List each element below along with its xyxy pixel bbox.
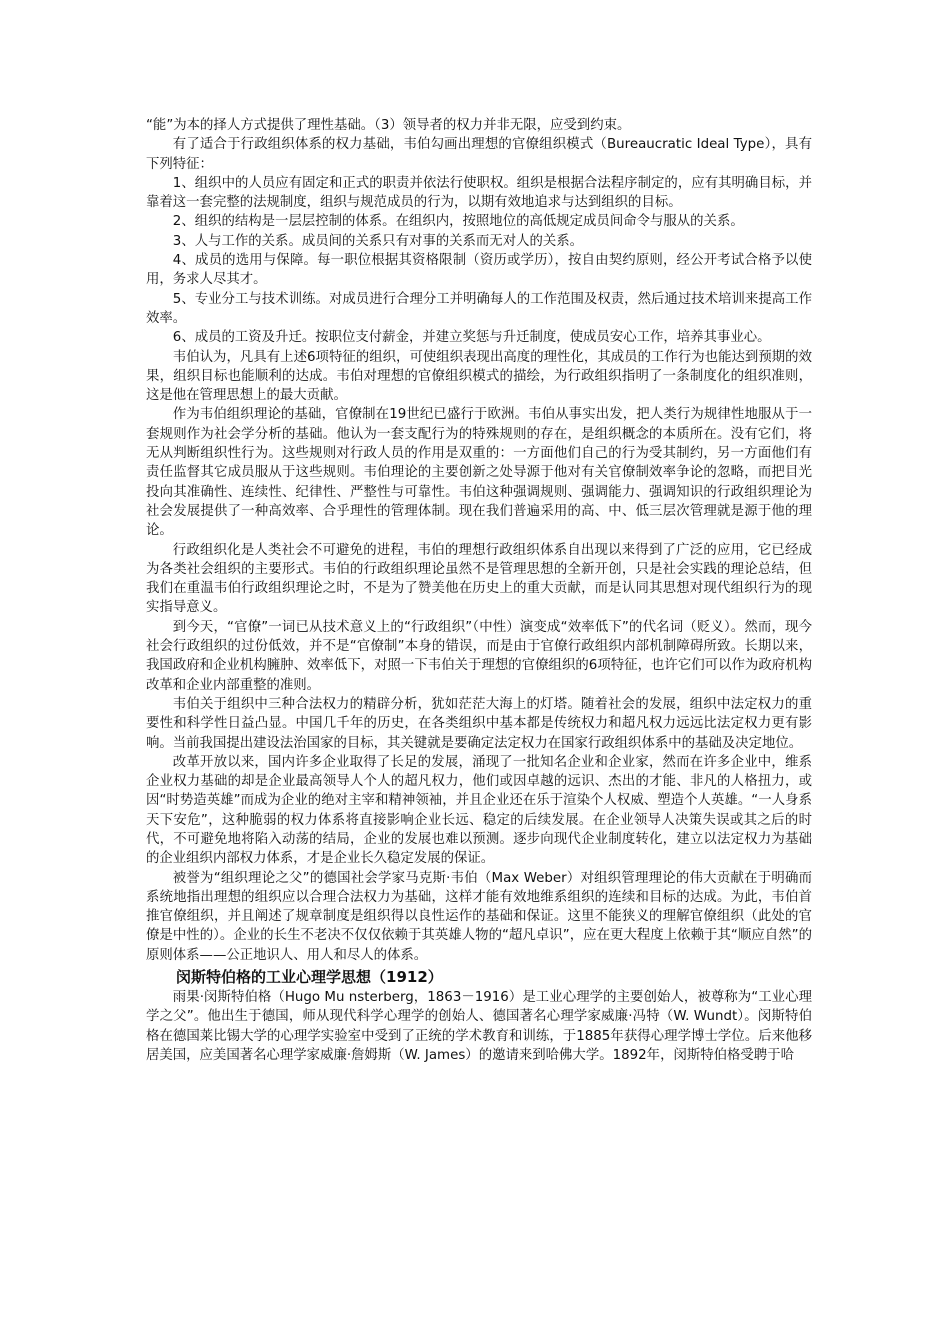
feature-5-paragraph: 5、专业分工与技术训练。对成员进行合理分工并明确每人的工作范围及权责，然后通过技术培训来提高工作效率。 — [146, 291, 812, 326]
munsterberg-paragraph: 雨果·闵斯特伯格（Hugo Mu nsterberg，1863－1916）是工业心理学的主要创始人，被尊称为“工业心理学之父”。他出生于德国，师从现代科学心理学的创始人、德国著名心理学家威廉·冯特（W. Wundt）。闵斯特伯格在德国莱比锡大学的心理学实验室中受到了正统的学术教育和训练，于1885年获得心理学博士学位。后来他移居美国，应美国著名心理学家威廉·詹姆斯（W. James）的邀请来到哈佛大学。1892年，闵斯特伯格受聘于哈 — [146, 990, 812, 1063]
continuation-paragraph: “能”为本的择人方式提供了理性基础。（3）领导者的权力并非无限，应受到约束。 — [146, 118, 631, 133]
conclusion-paragraph: 被誉为“组织理论之父”的德国社会学家马克斯·韦伯（Max Weber）对组织管理理论的伟大贡献在于明确而系统地指出理想的组织应以合理合法权力为基础，这样才能有效地维系组织的连续和目标的达成。为此，韦伯首推官僚组织，并且阐述了规章制度是组织得以良性运作的基础和保证。这里不能狭义的理解官僚组织（此处的官僚是中性的）。企业的长生不老决不仅仅依赖于其英雄人物的“超凡卓识”，应在更大程度上依赖于其“顺应自然”的原则体系——公正地识人、用人和尽人的体系。 — [146, 870, 812, 963]
organization-process-paragraph: 行政组织化是人类社会不可避免的进程，韦伯的理想行政组织体系自出现以来得到了广泛的应用，它已经成为各类社会组织的主要形式。韦伯的行政组织理论虽然不是管理思想的全新开创，只是社会实践的理论总结，但我们在重温韦伯行政组织理论之时，不是为了赞美他在历史上的重大贡献，而是认同其思想对现代组织行为的现实指导意义。 — [146, 542, 812, 616]
section-title: 闵斯特伯格的工业心理学思想（1912） — [176, 968, 443, 987]
feature-4-paragraph: 4、成员的选用与保障。每一职位根据其资格限制（资历或学历），按自由契约原则，经公开考试合格予以使用，务求人尽其才。 — [146, 253, 812, 288]
weber-view-paragraph: 韦伯认为，凡具有上述6项特征的组织，可使组织表现出高度的理性化，其成员的工作行为也能达到预期的效果，组织目标也能顺利的达成。韦伯对理想的官僚组织模式的描绘，为行政组织指明了一条制度化的组织准则，这是他在管理思想上的最大贡献。 — [146, 349, 812, 404]
bureaucracy-basis-paragraph: 作为韦伯组织理论的基础，官僚制在19世纪已盛行于欧洲。韦伯从事实出发，把人类行为规律性地服从于一套规则作为社会学分析的基础。他认为一套支配行为的特殊规则的存在，是组织概念的本质所在。没有它们，将无从判断组织性行为。这些规则对行政人员的作用是双重的：一方面他们自己的行为受其制约，另一方面他们有责任监督其它成员服从于这些规则。韦伯理论的主要创新之处导源于他对有关官僚制效率争论的忽略，而把目光投向其准确性、连续性、纪律性、严整性与可靠性。韦伯这种强调规则、强调能力、强调知识的行政组织理论为社会发展提供了一种高效率、合乎理性的管理体制。现在我们普遍采用的高、中、低三层次管理就是源于他的理论。 — [146, 407, 812, 539]
bureaucrat-meaning-paragraph: 到今天，“官僚”一词已从技术意义上的“行政组织”（中性）演变成“效率低下”的代名词（贬义）。然而，现今社会行政组织的过份低效，并不是“官僚制”本身的错误，而是由于官僚行政组织内部机制障碍所致。长期以来，我国政府和企业机构臃肿、效率低下，对照一下韦伯关于理想的官僚组织的6项特征，也许它们可以作为政府机构改革和企业内部重整的准则。 — [146, 619, 812, 693]
feature-6-paragraph: 6、成员的工资及升迁。按职位支付薪金，并建立奖惩与升迁制度，使成员安心工作，培养其事业心。 — [172, 330, 771, 346]
feature-2-paragraph: 2、组织的结构是一层层控制的体系。在组织内，按照地位的高低规定成员间命令与服从的关系。 — [172, 214, 744, 230]
feature-3-paragraph: 3、人与工作的关系。成员间的关系只有对事的关系而无对人的关系。 — [172, 233, 584, 249]
bureaucracy-intro-paragraph: 有了适合于行政组织体系的权力基础，韦伯勾画出理想的官僚组织模式（Bureaucratic Ideal Type），具有下列特征： — [146, 137, 812, 172]
document-page — [146, 116, 812, 1065]
feature-1-paragraph: 1、组织中的人员应有固定和正式的职责并依法行使职权。组织是根据合法程序制定的，应有其明确目标，并靠着这一套完整的法规制度，组织与规范成员的行为，以期有效地追求与达到组织的目标。 — [146, 175, 812, 211]
reform-paragraph: 改革开放以来，国内许多企业取得了长足的发展，涌现了一批知名企业和企业家，然而在许多企业中，维系企业权力基础的却是企业最高领导人个人的超凡权力，他们或因卓越的远识、杰出的才能、非凡的人格扭力，或因“时势造英雄”而成为企业的绝对主宰和精神领袖，并且企业还在乐于渲染个人权威、塑造个人英雄。“一人身系天下安危”，这种脆弱的权力体系将直接影响企业长远、稳定的后续发展。在企业领导人决策失误或其之后的时代，不可避免地将陷入动荡的结局，企业的发展也难以预测。逐步向现代企业制度转化，建立以法定权力为基础的企业组织内部权力体系，才是企业长久稳定发展的保证。 — [146, 754, 812, 867]
three-powers-paragraph: 韦伯关于组织中三种合法权力的精辟分析，犹如茫茫大海上的灯塔。随着社会的发展，组织中法定权力的重要性和科学性日益凸显。中国几千年的历史，在各类组织中基本都是传统权力和超凡权力远远比法定权力更有影响。当前我国提出建设法治国家的目标，其关键就是要确定法定权力在国家行政组织体系中的基础及决定地位。 — [146, 696, 812, 751]
